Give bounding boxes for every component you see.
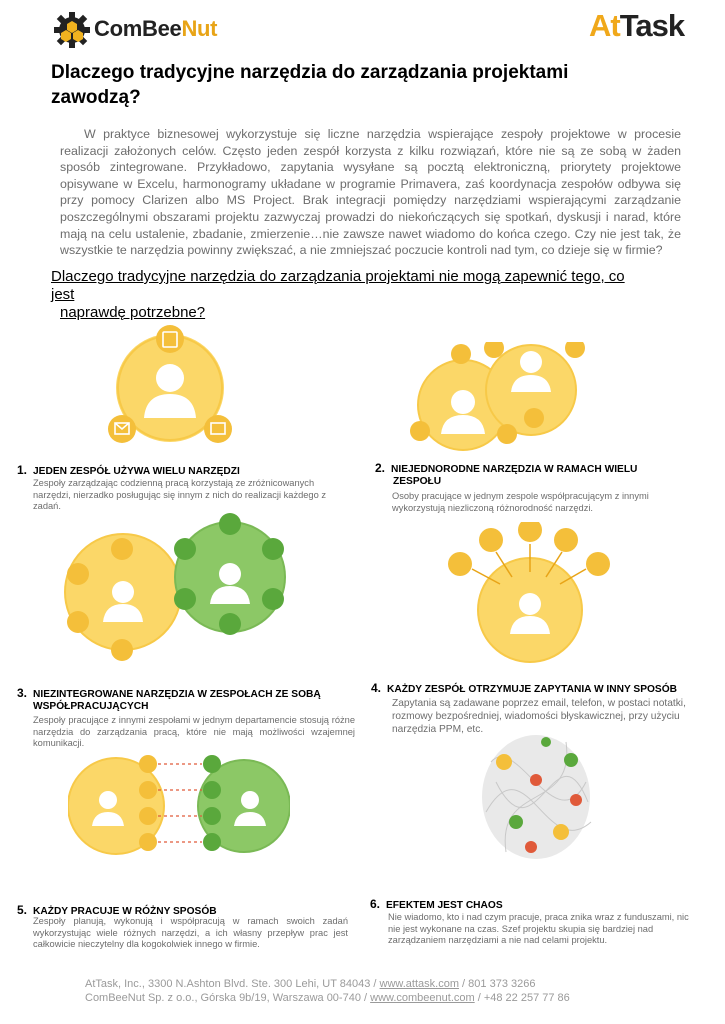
illustration-one-team-many-tools <box>100 322 240 454</box>
intro-text: W praktyce biznesowej wykorzystuje się liczne narzędzia wspierające zespoły projektowe w procesie realizacji założonych celów. Często jeden zespół korzysta z kilku rozwiązań, które nie są ze sobą w żaden sposób zintegrowane. Przykładowo, zapytania wysyłane są pocztą elektroniczną, priorytety projektowe opisywane w Excelu, harmonogramy układane w programie Primavera, zaś koordynacja zespołów odbywa się przy pomocy Clarizen albo MS Project. Brak integracji pomiędzy narzędziami wspierającymi zarządzanie poszczególnymi obszarami projektu zazwyczaj prowadzi do niekończących się spotkań, dyskusji i narad, które mają na celu ustalenie, zbadanie, zmierzenie…nie zawsze nawet wiadomo do końca czego. Czy nie jest tak, że wszystkie te narzędzia powinny zwiększać, a nie zmniejszać poczucie kontroli nad tym, co dzieje się w firmie? <box>60 127 681 258</box>
intro-paragraph <box>60 126 681 259</box>
brand-part2: Nut <box>181 16 218 41</box>
item-2-number: 2. <box>375 461 386 475</box>
item-4-desc: Zapytania są zadawane poprzez email, telefon, w postaci notatki, rozmowy bezpośredniej, wiadomości błyskawicznej, przy użyciu narzędzia PPM, etc. <box>392 698 686 735</box>
subquestion-line2: naprawdę potrzebne? <box>60 304 206 321</box>
footer <box>85 977 645 1005</box>
gear-icon <box>52 10 92 50</box>
attask-logo <box>583 8 683 46</box>
attask-link[interactable]: www.attask.com <box>379 978 459 990</box>
footer-line-1 <box>85 977 645 991</box>
brand-task: Task <box>619 8 685 43</box>
item-4-number: 4. <box>371 681 382 695</box>
illustration-requests-channels <box>438 522 618 664</box>
item-1-title <box>17 464 240 478</box>
item-5-desc: Zespoły planują, wykonują i współpracują w ramach swoich zadań wykorzystując wiele różnych narzędzi, a ich własny przepływ prac jest całkowicie nieczytelny dla kogokolwiek innego w firmie. <box>33 916 348 949</box>
item-2-title-line2: ZESPOŁU <box>393 476 442 487</box>
illustration-non-integrated-teams <box>60 512 300 662</box>
item-3-title-line2: WSPÓŁPRACUJĄCYCH <box>33 701 149 712</box>
item-1-desc: Zespoły zarządzając codzienną pracą korzystają ze zróżnicowanych narzędzi, nierzadko posługując się innym z nich do realizacji każdego z zadań. <box>33 478 327 511</box>
item-5-number: 5. <box>17 903 28 917</box>
illustration-chaos <box>476 722 606 870</box>
brand-at: At <box>589 8 620 43</box>
brand-part1: ComBee <box>94 16 182 41</box>
combeenut-logo <box>52 10 222 50</box>
item-3-title <box>17 687 321 701</box>
item-2-title-line1: NIEJEDNORODNE NARZĘDZIA W RAMACH WIELU <box>391 464 638 475</box>
illustration-heterogeneous-tools <box>403 342 593 452</box>
subquestion <box>51 268 651 322</box>
item-6-number: 6. <box>370 897 381 911</box>
item-6-desc: Nie wiadomo, kto i nad czym pracuje, praca znika wraz z funduszami, nic nie jest wykonane na czas. Szef projektu skupia się bardziej nad zarządzaniem narzędziami a nie nad celami projektu. <box>388 912 689 945</box>
item-1-number: 1. <box>17 463 28 477</box>
item-4-title <box>371 682 677 696</box>
item-4-title-text: KAŻDY ZESPÓŁ OTRZYMUJE ZAPYTANIA W INNY SPOSÓB <box>387 684 678 695</box>
item-2-title <box>375 462 637 476</box>
item-5-title-text: KAŻDY PRACUJE W RÓŻNY SPOSÓB <box>33 906 217 917</box>
footer-attask-phone: / 801 373 3266 <box>459 978 536 990</box>
footer-attask-address: AtTask, Inc., 3300 N.Ashton Blvd. Ste. 300 Lehi, UT 84043 / <box>85 978 380 990</box>
page-title: Dlaczego tradycyjne narzędzia do zarządzania projektami zawodzą? <box>51 62 569 108</box>
item-3-number: 3. <box>17 686 28 700</box>
item-6-title-text: EFEKTEM JEST CHAOS <box>386 900 503 911</box>
footer-combeenut-phone: / +48 22 257 77 86 <box>474 992 570 1004</box>
illustration-different-workflows <box>68 752 290 860</box>
item-2-desc: Osoby pracujące w jednym zespole współpracującym z innymi wykorzystują niezliczoną różnorodność narzędzi. <box>392 491 649 513</box>
item-1-title-text: JEDEN ZESPÓŁ UŻYWA WIELU NARZĘDZI <box>33 466 240 477</box>
combeenut-link[interactable]: www.combeenut.com <box>370 992 475 1004</box>
item-6-title <box>370 898 503 912</box>
footer-line-2 <box>85 991 645 1005</box>
item-3-title-line1: NIEZINTEGROWANE NARZĘDZIA W ZESPOŁACH ZE SOBĄ <box>33 689 321 700</box>
footer-combeenut-address: ComBeeNut Sp. z o.o., Górska 9b/19, Warszawa 00-740 / <box>85 992 371 1004</box>
item-3-desc: Zespoły pracujące z innymi zespołami w jednym departamencie stosują różne narzędzia do zarządzania pracą, które nie mają możliwości wzajemnej komunikacji. <box>33 715 355 748</box>
subquestion-line1: Dlaczego tradycyjne narzędzia do zarządzania projektami nie mogą zapewnić tego, co jest <box>51 268 625 303</box>
